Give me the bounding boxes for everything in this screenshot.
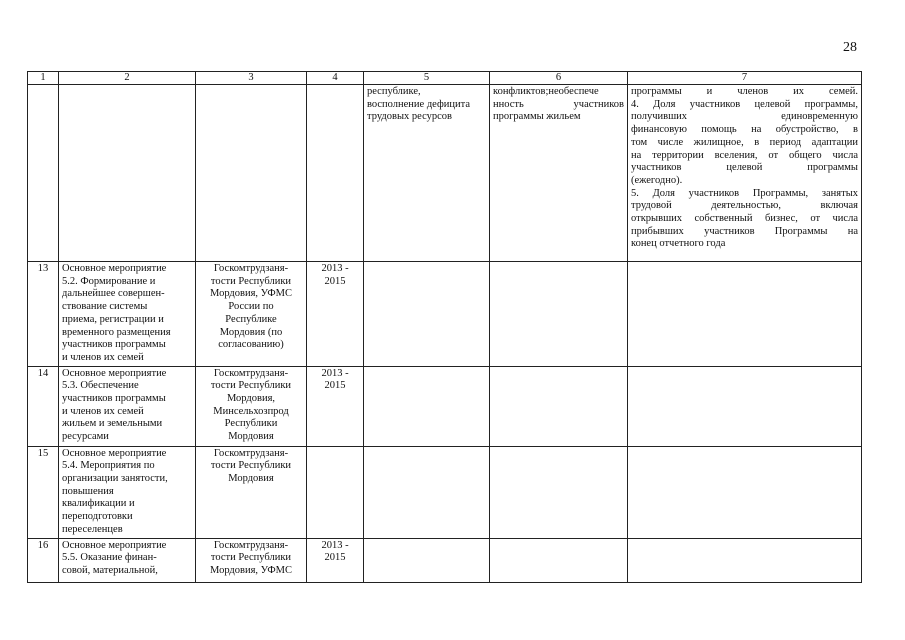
text-line: трудовой деятельностью, включая bbox=[631, 200, 858, 212]
text-line: финансовую помощь на обустройство, в bbox=[631, 124, 858, 136]
activity-cell bbox=[59, 446, 196, 538]
executor-cell bbox=[196, 446, 307, 538]
text-line: 2013 - bbox=[321, 263, 349, 274]
text-line: 2013 - bbox=[321, 367, 349, 379]
text-line: открывших собственный бизнес, от числа bbox=[631, 213, 858, 225]
column-number: 4 bbox=[307, 72, 364, 85]
column-number: 3 bbox=[196, 72, 307, 85]
cell-empty bbox=[628, 446, 862, 538]
text-line: повышения bbox=[62, 485, 114, 497]
text-line: и членов их семей bbox=[62, 405, 144, 417]
row-number: 16 bbox=[28, 538, 59, 582]
executor-cell bbox=[196, 538, 307, 582]
executor-cell bbox=[196, 366, 307, 446]
text-line: участников целевой программы bbox=[631, 162, 858, 174]
cell-empty bbox=[628, 538, 862, 582]
text-line: временного размещения bbox=[62, 326, 171, 338]
indicators-cell bbox=[628, 85, 862, 262]
table-row bbox=[28, 538, 862, 582]
column-number: 7 bbox=[628, 72, 862, 85]
continuation-row bbox=[28, 85, 862, 262]
cell-empty bbox=[28, 85, 59, 262]
text-line: Мордовия, УФМС bbox=[210, 565, 292, 577]
row-number: 14 bbox=[28, 366, 59, 446]
row-number: 15 bbox=[28, 446, 59, 538]
text-line: Госкомтрудзаня- bbox=[213, 367, 289, 379]
cell-empty bbox=[364, 446, 490, 538]
text-line: ствование системы bbox=[62, 301, 148, 313]
cell-empty bbox=[196, 85, 307, 262]
text-line: Мордовия, bbox=[226, 393, 276, 405]
measures-table bbox=[27, 71, 862, 583]
text-line: Мордовия, УФМС bbox=[210, 288, 292, 300]
column-number: 5 bbox=[364, 72, 490, 85]
executor-cell bbox=[196, 262, 307, 367]
text-line: республике, bbox=[367, 86, 421, 97]
text-line: 5.4. Мероприятия по bbox=[62, 460, 155, 472]
column-number: 1 bbox=[28, 72, 59, 85]
text-line: прибывших участников Программы на bbox=[631, 225, 858, 237]
text-line: 2015 bbox=[324, 552, 346, 564]
text-line: восполнение дефицита bbox=[367, 98, 471, 110]
text-line: тости Республики bbox=[210, 552, 292, 564]
row-number: 13 bbox=[28, 262, 59, 367]
text-line: трудовых ресурсов bbox=[367, 111, 452, 123]
cell-empty bbox=[490, 538, 628, 582]
text-line: Мордовия bbox=[228, 473, 274, 485]
cell-empty bbox=[59, 85, 196, 262]
column-number: 6 bbox=[490, 72, 628, 85]
text-line: дальнейшее совершен- bbox=[62, 288, 165, 300]
cell-empty bbox=[490, 262, 628, 367]
table-row bbox=[28, 366, 862, 446]
text-line: согласованию) bbox=[218, 339, 284, 351]
text-line: Мордовия (по bbox=[219, 326, 283, 338]
activity-cell bbox=[59, 366, 196, 446]
text-line: тости Республики bbox=[210, 460, 292, 472]
text-line: переселенцев bbox=[62, 523, 123, 535]
text-line: получивших единовременную bbox=[631, 111, 858, 123]
consequences-cell bbox=[490, 85, 628, 262]
text-line: участников программы bbox=[62, 393, 166, 405]
cell-empty bbox=[307, 85, 364, 262]
text-line: ресурсами bbox=[62, 431, 109, 443]
column-number: 2 bbox=[59, 72, 196, 85]
table-row bbox=[28, 446, 862, 538]
text-line: 2015 bbox=[324, 275, 346, 287]
text-line: конец отчетного года bbox=[631, 238, 726, 250]
text-line: квалификации и bbox=[62, 498, 135, 510]
text-line: Мордовия bbox=[228, 431, 274, 443]
text-line: Основное мероприятие bbox=[62, 367, 167, 379]
text-line: организации занятости, bbox=[62, 473, 168, 485]
text-line: (ежегодно). bbox=[631, 174, 683, 186]
text-line: 5. Доля участников Программы, занятых bbox=[631, 187, 858, 199]
cell-empty bbox=[364, 538, 490, 582]
page-number: 28 bbox=[843, 40, 857, 55]
text-line: Минсельхозпрод bbox=[213, 405, 289, 417]
text-line: 2013 - bbox=[321, 539, 349, 551]
text-line: участников программы bbox=[62, 339, 166, 351]
text-line: переподготовки bbox=[62, 511, 133, 523]
cell-empty bbox=[628, 366, 862, 446]
text-line: жильем и земельными bbox=[62, 418, 163, 430]
cell-empty bbox=[490, 446, 628, 538]
expected-results-cell bbox=[364, 85, 490, 262]
table-row bbox=[28, 262, 862, 367]
text-line: Основное мероприятие bbox=[62, 263, 167, 274]
cell-empty bbox=[364, 366, 490, 446]
text-line: программы и членов их семей. bbox=[631, 86, 858, 97]
text-line: Республики bbox=[224, 418, 278, 430]
text-line: Республике bbox=[225, 313, 277, 325]
period-cell bbox=[307, 538, 364, 582]
column-number-row bbox=[28, 72, 862, 85]
text-line: и членов их семей bbox=[62, 351, 144, 363]
activity-cell bbox=[59, 262, 196, 367]
activity-cell bbox=[59, 538, 196, 582]
text-line: на территории вселения, от общего числа bbox=[631, 149, 858, 161]
period-cell bbox=[307, 366, 364, 446]
text-line: программы жильем bbox=[493, 111, 581, 123]
text-line: совой, материальной, bbox=[62, 565, 158, 577]
text-line: 5.2. Формирование и bbox=[62, 275, 156, 287]
text-line: 4. Доля участников целевой программы, bbox=[631, 98, 858, 110]
text-line: том числе жилищное, в период адаптации bbox=[631, 136, 858, 148]
text-line: 2015 bbox=[324, 380, 346, 392]
text-line: Госкомтрудзаня- bbox=[213, 263, 289, 274]
text-line: Госкомтрудзаня- bbox=[213, 539, 289, 551]
text-line: 5.3. Обеспечение bbox=[62, 380, 139, 392]
cell-empty bbox=[364, 262, 490, 367]
cell-empty bbox=[490, 366, 628, 446]
text-line: Основное мероприятие bbox=[62, 447, 167, 459]
text-line: нность участников bbox=[493, 98, 624, 110]
text-line: конфликтов;необеспече bbox=[493, 86, 599, 97]
text-line: Основное мероприятие bbox=[62, 539, 167, 551]
period-cell bbox=[307, 262, 364, 367]
text-line: тости Республики bbox=[210, 275, 292, 287]
cell-empty bbox=[628, 262, 862, 367]
text-line: тости Республики bbox=[210, 380, 292, 392]
text-line: 5.5. Оказание финан- bbox=[62, 552, 157, 564]
text-line: Госкомтрудзаня- bbox=[213, 447, 289, 459]
text-line: приема, регистрации и bbox=[62, 313, 164, 325]
period-cell bbox=[307, 446, 364, 538]
text-line: России по bbox=[228, 301, 274, 313]
